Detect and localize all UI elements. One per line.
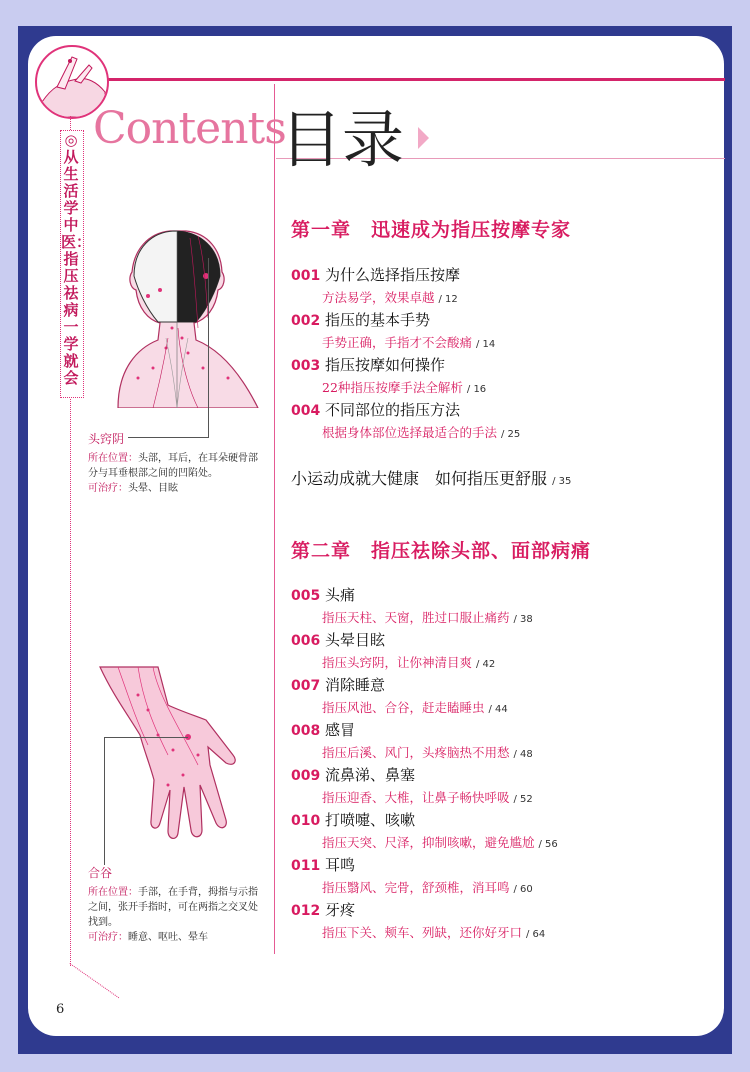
acupoint-callout — [88, 430, 260, 496]
contents-heading-chinese: 目录 — [280, 103, 405, 176]
series-title: ◎从生活学中医：指压祛病一学就会 — [61, 131, 92, 387]
toc-entry[interactable]: 002 指压的基本手势 手势正确，手指才不会酸痛 / 14 — [291, 311, 496, 350]
acupoint-description: 所在位置：头部，耳后，在耳朵硬骨部分与耳垂根部之间的凹陷处。 可治疗：头晕、目眩 — [88, 453, 258, 494]
toc-entry[interactable]: 012 牙疼 指压下关、颊车、列缺，还你好牙口 / 64 — [291, 901, 546, 940]
leader-line — [208, 258, 210, 438]
toc-entry[interactable]: 007 消除睡意 指压风池、合谷，赶走瞌睡虫 / 44 — [291, 676, 508, 715]
toc-entry[interactable]: 005 头痛 指压天柱、天窗，胜过口服止痛药 / 38 — [291, 586, 533, 625]
toc-entry[interactable]: 003 指压按摩如何操作 22种指压按摩手法全解析 / 16 — [291, 356, 487, 395]
column-divider — [274, 84, 275, 954]
toc-entry[interactable]: 008 感冒 指压后溪、风门，头疼脑热不用愁 / 48 — [291, 721, 533, 760]
toc-entry[interactable]: 001 为什么选择指压按摩 方法易学，效果卓越 / 12 — [291, 266, 461, 305]
chapter-heading: 第一章 迅速成为指压按摩专家 — [291, 219, 572, 241]
leader-line — [104, 737, 106, 865]
acupoint-description: 所在位置：手部，在手背，拇指与示指之间，张开手指时，可在两指之交叉处找到。 可治疗：睡意、呕吐、晕车 — [88, 887, 258, 943]
toc-entry[interactable]: 010 打喷嚏、咳嗽 指压天突、尺泽，抑制咳嗽，避免尴尬 / 56 — [291, 811, 558, 850]
toc-entry[interactable]: 006 头晕目眩 指压头窍阴，让你神清目爽 / 42 — [291, 631, 496, 670]
acupoint-callout — [88, 864, 260, 945]
acupoint-name: 头窍阴 — [88, 432, 125, 446]
triangle-arrow-icon — [418, 127, 429, 149]
toc-entry[interactable]: 011 耳鸣 指压翳风、完骨，舒颈椎，消耳鸣 / 60 — [291, 856, 533, 895]
toc-entry[interactable]: 009 流鼻涕、鼻塞 指压迎香、大椎，让鼻子畅快呼吸 / 52 — [291, 766, 533, 805]
toc-entry[interactable]: 004 不同部位的指压方法 根据身体部位选择最适合的手法 / 25 — [291, 401, 521, 440]
head-acupoint-illustration — [108, 228, 263, 408]
acupoint-name: 合谷 — [88, 866, 113, 880]
toc-special-entry[interactable]: 小运动成就大健康 如何指压更舒服 / 35 — [291, 469, 572, 488]
chapter-heading: 第二章 指压祛除头部、面部病痛 — [291, 540, 592, 562]
hand-acupoint-illustration — [98, 665, 248, 845]
page-number: 6 — [56, 1002, 65, 1017]
contents-heading-latin: Contents — [93, 103, 286, 154]
leader-line — [104, 737, 188, 739]
header-rule — [100, 78, 725, 81]
